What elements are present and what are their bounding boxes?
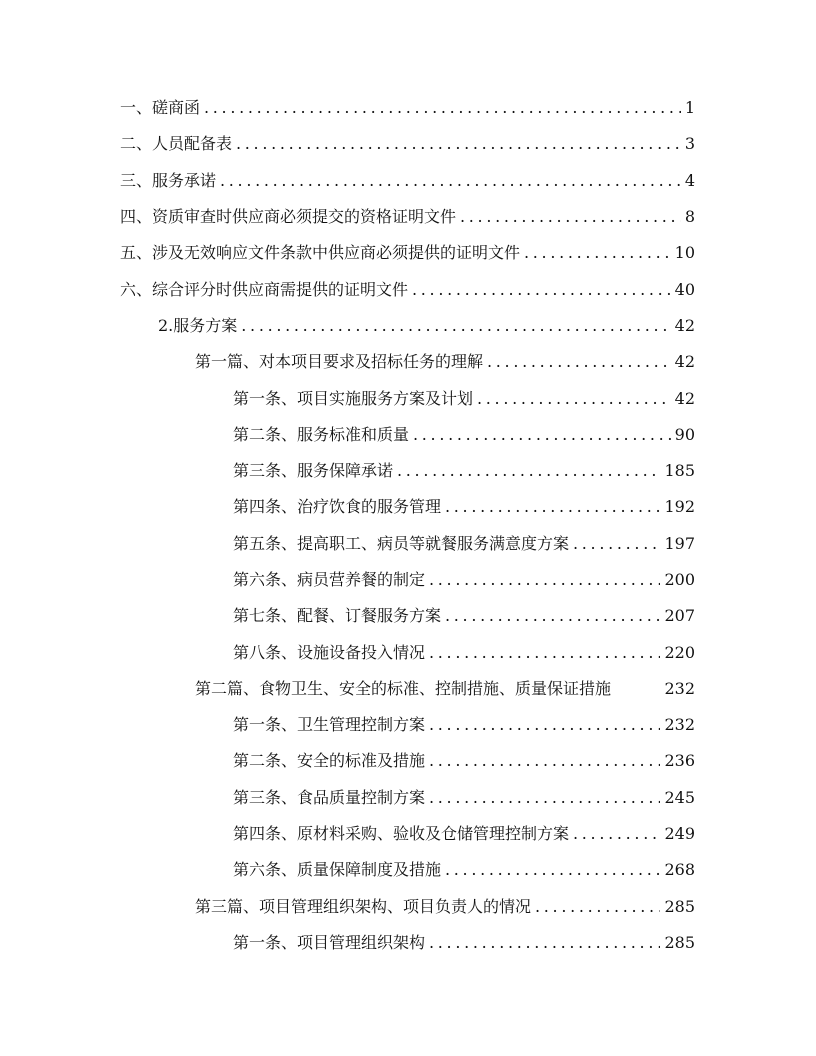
toc-entry[interactable] bbox=[0, 489, 816, 525]
toc-entry[interactable] bbox=[0, 126, 816, 162]
dot-leader bbox=[535, 889, 660, 925]
toc-entry-title: 第一篇、对本项目要求及招标任务的理解 bbox=[195, 352, 484, 372]
dot-leader bbox=[429, 780, 660, 816]
toc-entry-page-number: 232 bbox=[664, 715, 695, 735]
toc-entry[interactable] bbox=[0, 417, 816, 453]
dot-leader bbox=[429, 562, 660, 598]
toc-entry[interactable] bbox=[0, 780, 816, 816]
toc-entry-title: 第三条、食品质量控制方案 bbox=[233, 787, 426, 807]
dot-leader bbox=[220, 163, 681, 199]
toc-entry-title: 第三篇、项目管理组织架构、项目负责人的情况 bbox=[195, 896, 532, 916]
toc-entry-page-number: 197 bbox=[664, 533, 695, 553]
toc-entry-title: 第二条、安全的标准及措施 bbox=[233, 751, 426, 771]
dot-leader bbox=[573, 526, 660, 562]
toc-entry[interactable] bbox=[0, 199, 816, 235]
toc-entry[interactable] bbox=[0, 707, 816, 743]
toc-entry-title: 五、涉及无效响应文件条款中供应商必须提供的证明文件 bbox=[120, 243, 521, 263]
toc-entry-page-number: 4 bbox=[684, 170, 695, 190]
toc-entry[interactable] bbox=[0, 453, 816, 489]
toc-entry-page-number: 8 bbox=[684, 207, 695, 227]
dot-leader bbox=[487, 344, 671, 380]
toc-entry[interactable] bbox=[0, 90, 816, 126]
toc-entry-title: 第一条、项目管理组织架构 bbox=[233, 932, 426, 952]
table-of-contents bbox=[0, 90, 816, 961]
dot-leader bbox=[524, 235, 671, 271]
toc-entry[interactable] bbox=[0, 235, 816, 271]
toc-entry-title: 二、人员配备表 bbox=[120, 134, 233, 154]
toc-entry-title: 第五条、提高职工、病员等就餐服务满意度方案 bbox=[233, 533, 570, 553]
toc-entry[interactable] bbox=[0, 344, 816, 380]
toc-entry-title: 第四条、治疗饮食的服务管理 bbox=[233, 497, 442, 517]
toc-entry[interactable] bbox=[0, 925, 816, 961]
toc-entry-page-number: 207 bbox=[664, 606, 695, 626]
toc-entry-page-number: 185 bbox=[664, 461, 695, 481]
toc-entry-page-number: 42 bbox=[674, 352, 695, 372]
dot-leader bbox=[429, 707, 660, 743]
toc-entry-page-number: 245 bbox=[664, 787, 695, 807]
toc-entry-title: 第二篇、食物卫生、安全的标准、控制措施、质量保证措施 bbox=[195, 678, 612, 698]
dot-leader bbox=[429, 635, 660, 671]
dot-leader bbox=[413, 417, 671, 453]
toc-entry[interactable] bbox=[0, 380, 816, 416]
dot-leader bbox=[445, 489, 660, 525]
toc-entry[interactable] bbox=[0, 743, 816, 779]
dot-leader bbox=[445, 852, 660, 888]
toc-entry-page-number: 3 bbox=[684, 134, 695, 154]
toc-entry-title: 第六条、质量保障制度及措施 bbox=[233, 860, 442, 880]
toc-entry-title: 第六条、病员营养餐的制定 bbox=[233, 570, 426, 589]
toc-entry[interactable] bbox=[0, 634, 816, 670]
toc-entry-page-number: 232 bbox=[664, 678, 695, 698]
toc-entry-page-number: 42 bbox=[674, 315, 695, 335]
toc-entry-page-number: 249 bbox=[664, 824, 695, 844]
toc-entry-page-number: 42 bbox=[674, 388, 695, 408]
dot-leader bbox=[412, 272, 671, 308]
toc-entry[interactable] bbox=[0, 852, 816, 888]
dot-leader bbox=[397, 453, 660, 489]
toc-entry-title: 四、资质审查时供应商必须提交的资格证明文件 bbox=[120, 207, 457, 227]
toc-entry[interactable] bbox=[0, 562, 816, 598]
toc-entry-title: 第一条、卫生管理控制方案 bbox=[233, 715, 426, 735]
toc-entry-title: 第四条、原材料采购、验收及仓储管理控制方案 bbox=[233, 824, 570, 844]
toc-entry[interactable] bbox=[0, 671, 816, 707]
dot-leader bbox=[204, 90, 681, 126]
toc-entry-title: 第八条、设施设备投入情况 bbox=[233, 642, 426, 662]
dot-leader bbox=[429, 925, 660, 961]
toc-entry[interactable] bbox=[0, 598, 816, 634]
toc-entry[interactable] bbox=[0, 526, 816, 562]
dot-leader bbox=[445, 598, 660, 634]
toc-entry[interactable] bbox=[0, 308, 816, 344]
toc-entry-page-number: 285 bbox=[664, 896, 695, 916]
toc-entry-title: 第二条、服务标准和质量 bbox=[233, 424, 410, 444]
dot-leader bbox=[460, 199, 681, 235]
toc-entry-title: 第一条、项目实施服务方案及计划 bbox=[233, 388, 474, 408]
toc-entry[interactable] bbox=[0, 271, 816, 307]
toc-entry-page-number: 90 bbox=[674, 424, 695, 444]
toc-entry-page-number: 220 bbox=[664, 642, 695, 662]
dot-leader bbox=[429, 743, 660, 779]
toc-entry-page-number: 40 bbox=[674, 279, 695, 299]
toc-entry[interactable] bbox=[0, 163, 816, 199]
dot-leader bbox=[573, 816, 660, 852]
toc-entry-page-number: 236 bbox=[664, 751, 695, 771]
dot-leader bbox=[477, 381, 671, 417]
toc-entry-page-number: 268 bbox=[664, 860, 695, 880]
toc-entry-title: 第七条、配餐、订餐服务方案 bbox=[233, 606, 442, 626]
toc-entry-title: 2.服务方案 bbox=[158, 315, 238, 335]
toc-entry-title: 第三条、服务保障承诺 bbox=[233, 461, 394, 481]
toc-entry[interactable] bbox=[0, 816, 816, 852]
toc-entry-page-number: 192 bbox=[664, 497, 695, 517]
toc-entry-title: 六、综合评分时供应商需提供的证明文件 bbox=[120, 279, 409, 299]
dot-leader bbox=[241, 308, 670, 344]
toc-entry-page-number: 200 bbox=[664, 570, 695, 589]
toc-entry-title: 一、磋商函 bbox=[120, 98, 201, 118]
dot-leader bbox=[236, 126, 681, 162]
toc-entry-page-number: 1 bbox=[684, 98, 695, 118]
toc-entry-page-number: 285 bbox=[664, 932, 695, 952]
toc-entry[interactable] bbox=[0, 889, 816, 925]
toc-entry-title: 三、服务承诺 bbox=[120, 170, 217, 190]
toc-entry-page-number: 10 bbox=[674, 243, 695, 263]
